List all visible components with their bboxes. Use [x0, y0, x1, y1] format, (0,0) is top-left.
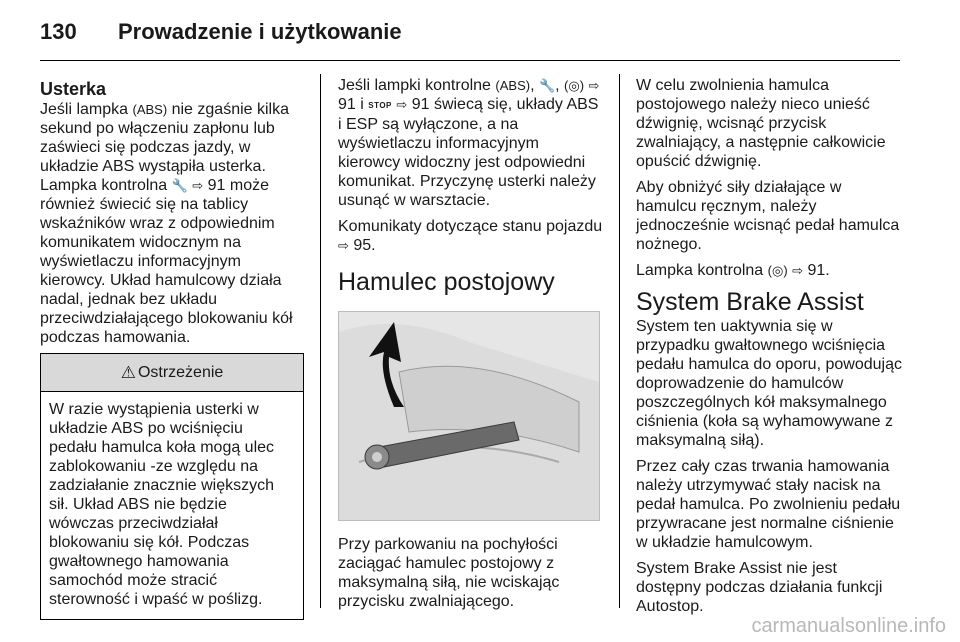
column-1	[40, 76, 304, 620]
warning-header	[41, 354, 303, 392]
warning-box	[40, 353, 304, 620]
page-number: 130	[40, 19, 77, 44]
paragraph-abs-esp-off: Jeśli lampki kontrolne (ABS), 🔧, (◎) ⇨ 91 i STOP ⇨ 91 świecą się, układy ABS i ESP są wyłączone, a na wyświetlaczu informacyjnym kierowcy widoczny jest odpowiedni komunikat. Przyczynę usterki należy usunąć w warsztacie.	[338, 77, 600, 209]
header-divider	[40, 60, 900, 61]
warning-triangle-icon: ⚠	[120, 363, 136, 382]
section-heading-usterka: Usterka	[40, 79, 107, 99]
cross-reference-icon: ⇨	[588, 78, 600, 93]
cross-reference-icon: ⇨	[192, 178, 204, 193]
paragraph-vehicle-messages: Komunikaty dotyczące stanu pojazdu ⇨ 95.	[338, 218, 603, 254]
watermark: carmanualsonline.info	[751, 615, 946, 637]
wrench-icon: 🔧	[171, 178, 188, 193]
brake-warning-icon: (◎)	[767, 263, 788, 278]
cross-reference-icon: ⇨	[396, 97, 408, 112]
abs-warning-icon: (ABS)	[132, 102, 168, 117]
wrench-icon: 🔧	[538, 78, 556, 93]
page-title: Prowadzenie i użytkowanie	[118, 19, 402, 44]
abs-warning-icon: (ABS)	[495, 78, 531, 93]
section-heading-parking-brake: Hamulec postojowy	[338, 268, 555, 296]
stop-icon: STOP	[368, 101, 392, 110]
paragraph-reduce-force: Aby obniżyć siły działające w hamulcu ręcznym, należy jednocześnie wcisnąć pedał hamulca nożnego.	[636, 179, 900, 253]
page-header	[40, 12, 900, 52]
column-divider-1	[320, 74, 321, 608]
parking-brake-drawing	[339, 312, 599, 520]
warning-title: Ostrzeżenie	[137, 364, 224, 381]
column-3	[636, 76, 906, 623]
paragraph-parking-slope: Przy parkowaniu na pochyłości zaciągać hamulec postojowy z maksymalną siłą, nie wciskając przycisku zwalniającego.	[338, 536, 560, 610]
column-divider-2	[619, 74, 620, 608]
paragraph-brake-assist-autostop: System Brake Assist nie jest dostępny podczas działania funkcji Autostop.	[636, 560, 883, 615]
brake-warning-icon: (◎)	[564, 78, 585, 93]
paragraph-brake-assist-activation: System ten uaktywnia się w przypadku gwałtownego wciśnięcia pedału hamulca do oporu, powodując doprowadzenie do hamulców poszczególnych kół maksymalnego ciśnienia (koła są wyhamowywane z maksymalną siłą).	[636, 318, 902, 449]
column-2	[338, 76, 604, 618]
warning-text: W razie wystąpienia usterki w układzie ABS po wciśnięciu pedału hamulca koła mogą ulec zablokowaniu -ze względu na zadziałanie znacznie większych sił. Układ ABS nie będzie wówczas przeciwdziałał blokowaniu się kół. Podczas gwałtownego hamowania samochód może stracić sterowność i wpaść w poślizg.	[49, 401, 275, 608]
paragraph-brake-lamp: Lampka kontrolna (◎) ⇨ 91.	[636, 262, 830, 279]
section-heading-brake-assist: System Brake Assist	[636, 288, 864, 316]
cross-reference-icon: ⇨	[792, 263, 804, 278]
parking-brake-illustration	[338, 311, 600, 521]
paragraph-brake-assist-pressure: Przez cały czas trwania hamowania należy utrzymywać stały nacisk na pedał hamulca. Po zwolnieniu pedału przywracane jest normalne ciśnienie w układzie hamulcowym.	[636, 458, 901, 551]
paragraph-abs-fault: Jeśli lampka (ABS) nie zgaśnie kilka sekund po włączeniu zapłonu lub zaświeci się podczas jazdy, w układzie ABS wystąpiła usterka. Lampka kontrolna 🔧 ⇨ 91 może również świecić się na tablicy wskaźników wraz z odpowiednim komunikatem widocznym na wyświetlaczu informacyjnym kierowcy. Układ hamulcowy działa nadal, jednak bez układu przeciwdziałającego blokowaniu kół podczas hamowania.	[40, 101, 293, 346]
cross-reference-icon: ⇨	[338, 238, 349, 253]
paragraph-release-brake: W celu zwolnienia hamulca postojowego należy nieco unieść dźwignię, wcisnąć przycisk zwalniający, a następnie całkowicie opuścić dźwignię.	[636, 77, 886, 170]
